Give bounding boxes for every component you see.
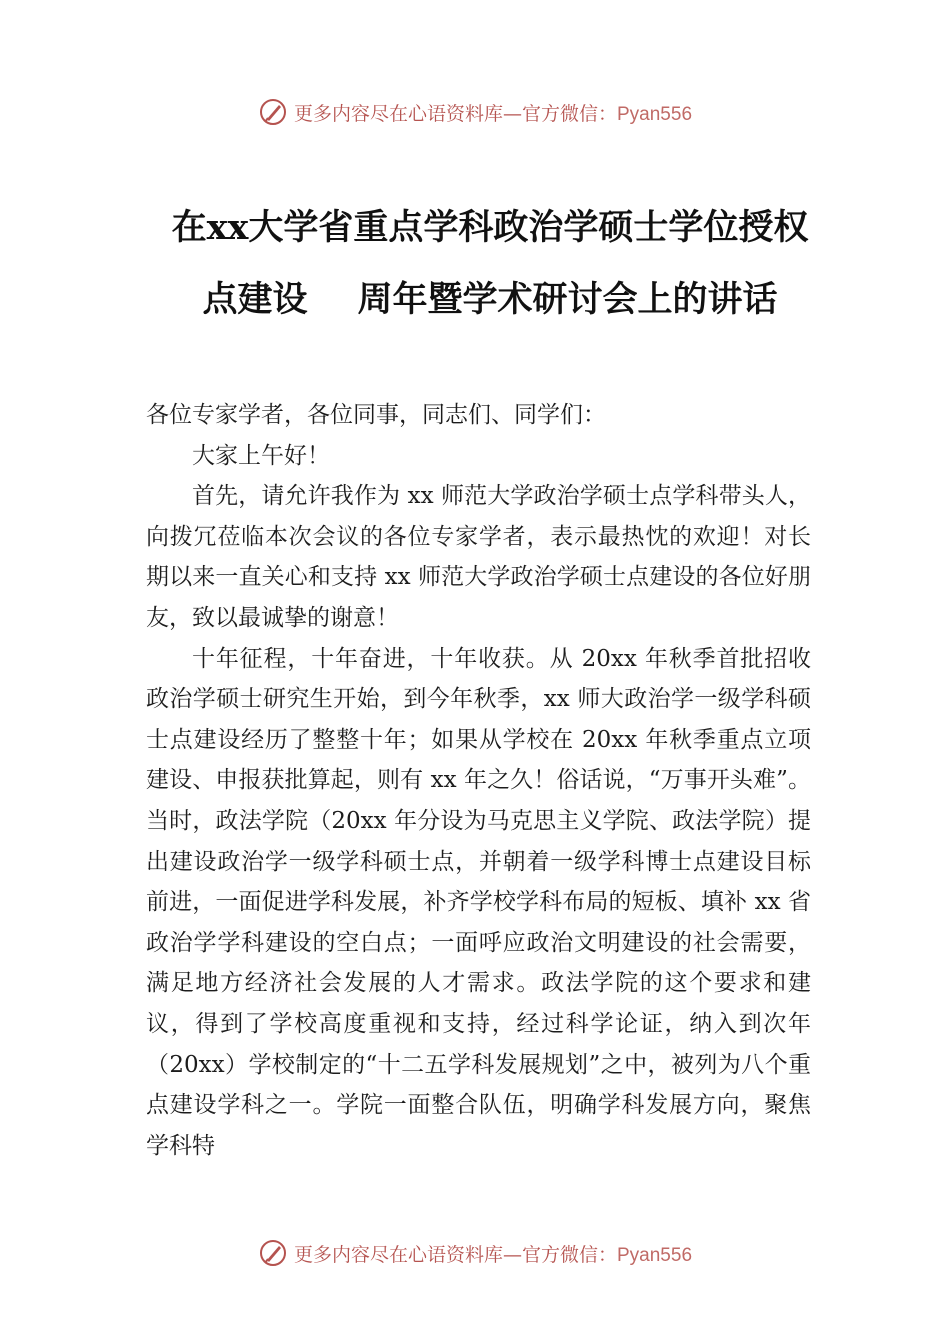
footer-watermark	[0, 1233, 950, 1273]
salutation: 各位专家学者，各位同事，同志们、同学们：	[146, 402, 606, 428]
header-watermark	[0, 92, 950, 132]
title-part-1: 点建设	[202, 279, 308, 320]
paragraph-1: 首先，请允许我作为 xx 师范大学政治学硕士点学科带头人，向拨冗莅临本次会议的各位专家学者，表示最热忱的欢迎！对长期以来一直关心和支持 xx 师范大学政治学硕士点建设的各位好朋友，致以最诚挚的谢意！	[146, 483, 811, 631]
wechat-id: Pyan556	[617, 1244, 693, 1266]
wechat-id: Pyan556	[617, 103, 693, 125]
watermark-text: 更多内容尽在心语资料库—官方微信：Pyan556	[293, 1243, 693, 1266]
document-title-line-1: 在xx大学省重点学科政治学硕士学位授权	[171, 207, 809, 248]
watermark-text: 更多内容尽在心语资料库—官方微信：Pyan556	[293, 102, 693, 125]
paragraph-2: 十年征程，十年奋进，十年收获。从 20xx 年秋季首批招收政治学硕士研究生开始，到今年秋季，xx 师大政治学一级学科硕士点建设经历了整整十年；如果从学校在 20xx 年秋季重点立项建设、申报获批算起，则有 xx 年之久！俗话说，“万事开头难”。当时，政法学院（20xx 年分设为马克思主义学院、政法学院）提出建设政治学一级学科硕士点，并朝着一级学科博士点建设目标前进，一面促进学科发展，补齐学校学科布局的短板、填补 xx 省政治学学科建设的空白点；一面呼应政治文明建设的社会需要，满足地方经济社会发展的人才需求。政法学院的这个要求和建议，得到了学校高度重视和支持，经过科学论证，纳入到次年（20xx）学校制定的“十二五学科发展规划”之中，被列为八个重点建设学科之一。学院一面整合队伍，明确学科发展方向，聚焦学科特	[146, 645, 811, 1159]
quill-pen-logo-icon	[258, 1238, 288, 1268]
quill-pen-logo-icon	[258, 97, 288, 127]
title-part-2: 周年暨学术研讨会上的讲话	[357, 279, 778, 320]
speech-body	[146, 395, 811, 1166]
greeting: 大家上午好！	[192, 442, 330, 469]
document-title-line-2	[120, 264, 860, 336]
